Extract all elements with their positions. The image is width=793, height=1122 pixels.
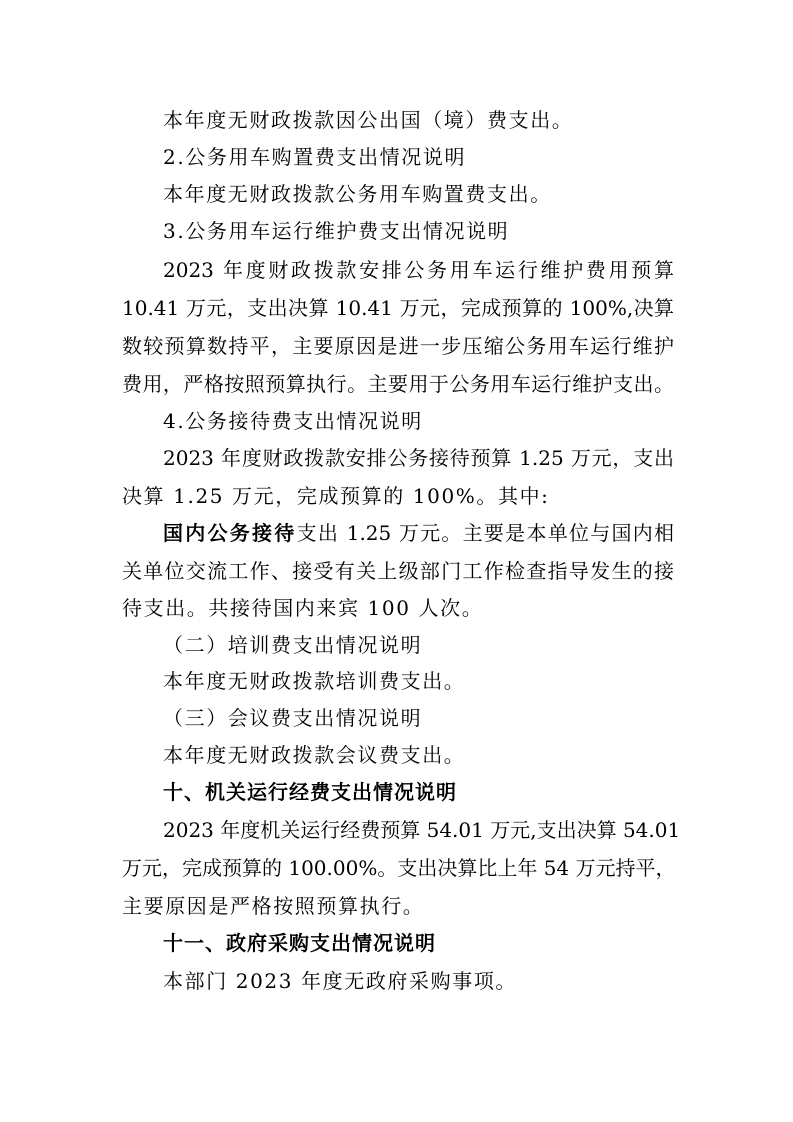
paragraph-text: 支出 1.25 万元。主要是本单位与国内相: [296, 521, 675, 545]
paragraph-line: 本年度无财政拨款公务用车购置费支出。: [163, 182, 552, 206]
paragraph-line: 费用，严格按照预算执行。主要用于公务用车运行维护支出。: [122, 372, 674, 396]
paragraph-line: 主要原因是严格按照预算执行。: [122, 894, 425, 918]
paragraph-line: 2023 年度财政拨款安排公务用车运行维护费用预算: [163, 258, 674, 282]
subsection-title: 4.公务接待费支出情况说明: [163, 409, 423, 433]
section-heading: 十、机关运行经费支出情况说明: [163, 780, 457, 804]
paragraph-line: 万元，完成预算的 100.00%。支出决算比上年 54 万元持平，: [122, 856, 676, 880]
paragraph-line: 数较预算数持平，主要原因是进一步压缩公务用车运行维护: [122, 334, 674, 358]
paragraph-line: 本年度无财政拨款培训费支出。: [163, 669, 466, 693]
paragraph-line: 本年度无财政拨款因公出国（境）费支出。: [163, 108, 574, 132]
paragraph-line: 10.41 万元，支出决算 10.41 万元，完成预算的 100%,决算: [122, 296, 674, 320]
paragraph-line: 2023 年度财政拨款安排公务接待预算 1.25 万元，支出: [163, 446, 674, 470]
subsection-title: 2.公务用车购置费支出情况说明: [163, 145, 467, 169]
paragraph-line: 2023 年度机关运行经费预算 54.01 万元,支出决算 54.01: [163, 818, 681, 842]
subsection-title: 3.公务用车运行维护费支出情况说明: [163, 219, 510, 243]
paragraph-line: 决算 1.25 万元，完成预算的 100%。其中:: [122, 484, 550, 508]
paragraph-line: 本年度无财政拨款会议费支出。: [163, 743, 466, 767]
bold-label: 国内公务接待: [163, 521, 297, 545]
paragraph-line: [163, 518, 674, 548]
paragraph-line: 关单位交流工作、接受有关上级部门工作检查指导发生的接: [122, 559, 674, 583]
subsection-title: （三）会议费支出情况说明: [163, 706, 423, 730]
paragraph-line: 待支出。共接待国内来宾 100 人次。: [122, 596, 484, 620]
section-heading: 十一、政府采购支出情况说明: [163, 931, 436, 955]
paragraph-line: 本部门 2023 年度无政府采购事项。: [163, 969, 518, 993]
subsection-title: （二）培训费支出情况说明: [163, 633, 423, 657]
